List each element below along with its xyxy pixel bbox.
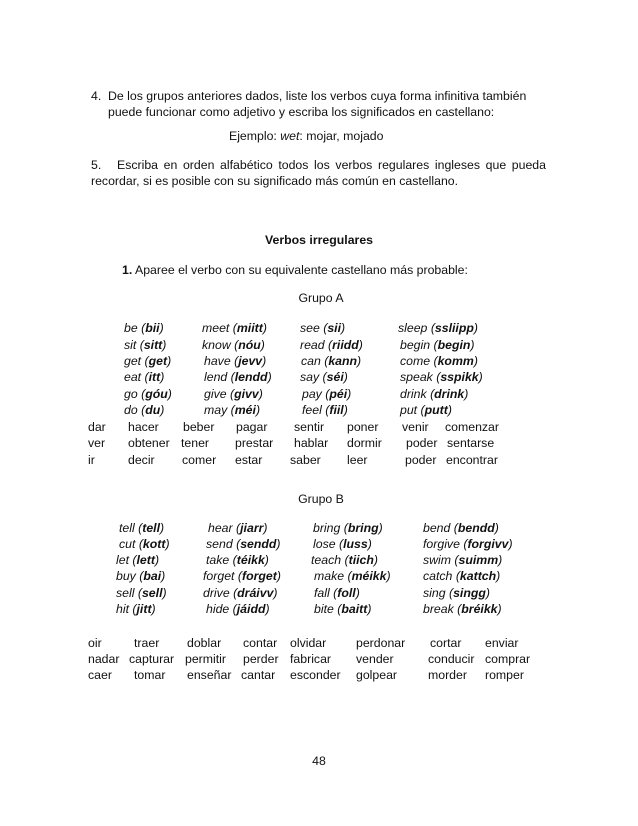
verb-entry: send (sendd): [206, 537, 281, 551]
verb-word: put: [400, 403, 418, 417]
verb-entry: see (sii): [300, 321, 346, 335]
verb-pronunciation: jevv: [238, 354, 263, 368]
spanish-word: decir: [128, 453, 155, 467]
verb-entry: can (kann): [301, 354, 362, 368]
verb-word: read: [300, 338, 325, 352]
verb-pronunciation: miitt: [236, 321, 263, 335]
verb-pronunciation: sii: [327, 321, 342, 335]
verb-word: hit: [116, 602, 129, 616]
verb-word: come: [400, 354, 431, 368]
verb-entry: do (du): [124, 403, 165, 417]
verb-pronunciation: ssliipp: [434, 321, 474, 335]
verb-word: be: [124, 321, 138, 335]
spanish-word: saber: [290, 453, 321, 467]
instruction-number: 1.: [122, 263, 133, 277]
verb-entry: lend (lendd): [204, 370, 272, 384]
verb-pronunciation: jitt: [136, 602, 152, 616]
instruction-text: Aparee el verbo con su equivalente castellano más probable:: [132, 263, 468, 277]
verb-pronunciation: sspikk: [440, 370, 479, 384]
verb-entry: go (góu): [124, 387, 172, 401]
verb-word: sleep: [398, 321, 428, 335]
verb-word: get: [124, 354, 142, 368]
spanish-word: oir: [88, 636, 102, 650]
verb-word: can: [301, 354, 321, 368]
spanish-word: cantar: [241, 668, 276, 682]
group-a-title: Grupo A: [298, 291, 344, 305]
spanish-word: poner: [347, 420, 379, 434]
verb-word: pay: [302, 387, 322, 401]
verb-pronunciation: kann: [328, 354, 358, 368]
verb-entry: take (téikk): [206, 553, 269, 567]
verb-word: sing: [423, 586, 446, 600]
verb-word: give: [204, 387, 227, 401]
spanish-word: fabricar: [290, 652, 332, 666]
verb-pronunciation: begin: [437, 338, 471, 352]
verb-word: take: [206, 553, 230, 567]
verb-pronunciation: bii: [145, 321, 160, 335]
verb-pronunciation: bendd: [457, 521, 495, 535]
verb-pronunciation: fiil: [329, 403, 344, 417]
verb-entry: teach (tiich): [311, 553, 378, 567]
example-line: [229, 128, 383, 144]
question-4: [91, 88, 526, 120]
verb-pronunciation: dráivv: [237, 586, 274, 600]
verb-entry: forgive (forgivv): [423, 537, 513, 551]
question-5-text: Escriba en orden alfabético todos los verbos regulares ingleses que pueda recordar, si es posible con su significado más común en castellano.: [91, 158, 546, 188]
verb-pronunciation: lendd: [234, 370, 268, 384]
spanish-word: hacer: [128, 420, 159, 434]
verb-entry: break (bréikk): [423, 602, 502, 616]
verb-entry: eat (itt): [124, 370, 165, 384]
verb-entry: sell (sell): [116, 586, 167, 600]
verb-entry: put (putt): [400, 403, 452, 417]
spanish-word: venir: [402, 420, 429, 434]
verb-entry: bite (baitt): [314, 602, 372, 616]
verb-pronunciation: du: [145, 403, 161, 417]
example-label: Ejemplo:: [229, 129, 281, 143]
verb-entry: feel (fiil): [302, 403, 348, 417]
verb-word: swim: [423, 553, 452, 567]
verb-pronunciation: sendd: [240, 537, 277, 551]
spanish-word: vender: [356, 652, 394, 666]
verb-pronunciation: drink: [434, 387, 465, 401]
verb-entry: buy (bai): [116, 569, 166, 583]
verb-entry: be (bii): [124, 321, 164, 335]
verb-word: feel: [302, 403, 322, 417]
spanish-word: cortar: [430, 636, 462, 650]
spanish-word: poder: [405, 453, 437, 467]
verb-word: say: [300, 370, 320, 384]
verb-pronunciation: téikk: [236, 553, 265, 567]
verb-word: know: [202, 338, 231, 352]
verb-entry: speak (sspikk): [400, 370, 483, 384]
verb-pronunciation: luss: [343, 537, 368, 551]
spanish-word: comenzar: [445, 420, 499, 434]
verb-entry: bring (bring): [313, 521, 383, 535]
verb-pronunciation: lett: [136, 553, 155, 567]
verb-entry: tell (tell): [119, 521, 165, 535]
spanish-word: hablar: [294, 436, 329, 450]
verb-word: break: [423, 602, 454, 616]
spanish-word: golpear: [356, 668, 398, 682]
spanish-word: sentarse: [447, 436, 495, 450]
question-4-text-1: De los grupos anteriores dados, liste los verbos cuya forma infinitiva también: [108, 89, 527, 103]
verb-word: meet: [202, 321, 230, 335]
example-word: wet: [280, 129, 300, 143]
verb-pronunciation: tell: [142, 521, 161, 535]
verb-entry: drive (dráivv): [203, 586, 278, 600]
verb-word: hide: [206, 602, 230, 616]
verb-pronunciation: suimm: [458, 553, 499, 567]
spanish-word: sentir: [294, 420, 325, 434]
spanish-word: comprar: [485, 652, 531, 666]
verb-pronunciation: jiarr: [240, 521, 264, 535]
section-title: Verbos irregulares: [265, 233, 373, 247]
spanish-word: tener: [181, 436, 210, 450]
verb-pronunciation: jáidd: [236, 602, 266, 616]
spanish-word: ver: [88, 436, 106, 450]
verb-pronunciation: get: [148, 354, 168, 368]
spanish-word: morder: [428, 668, 467, 682]
verb-word: hear: [208, 521, 233, 535]
verb-word: bite: [314, 602, 334, 616]
verb-pronunciation: sitt: [143, 338, 163, 352]
verb-entry: get (get): [124, 354, 172, 368]
verb-entry: sing (singg): [423, 586, 490, 600]
verb-word: begin: [400, 338, 431, 352]
verb-word: buy: [116, 569, 136, 583]
verb-entry: come (komm): [400, 354, 478, 368]
spanish-word: tomar: [134, 668, 166, 682]
verb-word: send: [206, 537, 233, 551]
verb-pronunciation: méi: [234, 403, 256, 417]
verb-entry: sit (sitt): [124, 338, 167, 352]
verb-entry: know (nóu): [202, 338, 265, 352]
verb-pronunciation: séi: [326, 370, 344, 384]
page-number: 48: [312, 754, 326, 768]
spanish-word: prestar: [235, 436, 274, 450]
verb-pronunciation: foll: [337, 586, 356, 600]
spanish-word: doblar: [187, 636, 222, 650]
verb-entry: have (jevv): [204, 354, 267, 368]
verb-pronunciation: péi: [329, 387, 348, 401]
verb-entry: forget (forget): [203, 569, 281, 583]
verb-word: fall: [314, 586, 330, 600]
spanish-word: pagar: [236, 420, 268, 434]
spanish-word: traer: [134, 636, 160, 650]
verb-word: sit: [124, 338, 137, 352]
verb-pronunciation: bréikk: [461, 602, 498, 616]
spanish-word: leer: [347, 453, 368, 467]
spanish-word: perdonar: [356, 636, 406, 650]
question-4-line-1: [91, 88, 526, 104]
verb-pronunciation: komm: [437, 354, 474, 368]
verb-entry: meet (miitt): [202, 321, 267, 335]
verb-pronunciation: kattch: [459, 569, 497, 583]
verb-pronunciation: itt: [148, 370, 161, 384]
spanish-word: comer: [182, 453, 217, 467]
verb-pronunciation: baitt: [341, 602, 368, 616]
verb-pronunciation: forget: [241, 569, 277, 583]
question-4-text-2: puede funcionar como adjetivo y escriba los significados en castellano:: [108, 105, 495, 119]
verb-pronunciation: singg: [453, 586, 486, 600]
verb-entry: give (givv): [204, 387, 263, 401]
spanish-word: obtener: [128, 436, 170, 450]
spanish-word: contar: [243, 636, 278, 650]
spanish-word: caer: [88, 668, 112, 682]
spanish-word: enviar: [485, 636, 519, 650]
spanish-word: conducir: [428, 652, 475, 666]
verb-word: go: [124, 387, 138, 401]
verb-entry: make (méikk): [314, 569, 391, 583]
verb-word: drive: [203, 586, 230, 600]
spanish-word: dormir: [347, 436, 382, 450]
verb-pronunciation: forgivv: [467, 537, 509, 551]
verb-entry: let (lett): [116, 553, 160, 567]
verb-word: bring: [313, 521, 341, 535]
verb-word: catch: [423, 569, 453, 583]
verb-pronunciation: bring: [347, 521, 379, 535]
verb-word: may: [204, 403, 228, 417]
verb-word: tell: [119, 521, 135, 535]
verb-pronunciation: riidd: [332, 338, 359, 352]
verb-entry: drink (drink): [400, 387, 469, 401]
verb-entry: lose (luss): [313, 537, 372, 551]
spanish-word: estar: [235, 453, 263, 467]
verb-word: lend: [204, 370, 228, 384]
verb-word: eat: [124, 370, 142, 384]
verb-word: cut: [119, 537, 136, 551]
spanish-word: beber: [183, 420, 215, 434]
verb-pronunciation: bai: [143, 569, 162, 583]
verb-word: teach: [311, 553, 342, 567]
verb-entry: begin (begin): [400, 338, 475, 352]
verb-entry: hear (jiarr): [208, 521, 268, 535]
verb-word: drink: [400, 387, 427, 401]
spanish-word: dar: [88, 420, 106, 434]
verb-pronunciation: givv: [234, 387, 259, 401]
verb-word: sell: [116, 586, 135, 600]
verb-entry: may (méi): [204, 403, 261, 417]
example-meaning: : mojar, mojado: [299, 129, 384, 143]
verb-word: lose: [313, 537, 336, 551]
question-5: [91, 157, 546, 189]
spanish-word: permitir: [185, 652, 226, 666]
spanish-word: enseñar: [187, 668, 232, 682]
spanish-word: capturar: [129, 652, 175, 666]
verb-pronunciation: putt: [424, 403, 448, 417]
verb-entry: hit (jitt): [116, 602, 156, 616]
verb-word: see: [300, 321, 320, 335]
spanish-word: ir: [88, 453, 95, 467]
verb-pronunciation: méikk: [351, 569, 387, 583]
spanish-word: esconder: [290, 668, 341, 682]
spanish-word: olvidar: [290, 636, 327, 650]
spanish-word: perder: [243, 652, 279, 666]
spanish-word: nadar: [88, 652, 120, 666]
verb-pronunciation: kott: [142, 537, 166, 551]
verb-word: forgive: [423, 537, 460, 551]
verb-entry: pay (péi): [302, 387, 352, 401]
verb-word: bend: [423, 521, 451, 535]
verb-pronunciation: sell: [141, 586, 163, 600]
instruction: [122, 262, 468, 278]
spanish-word: poder: [406, 436, 438, 450]
verb-word: make: [314, 569, 345, 583]
verb-word: let: [116, 553, 129, 567]
verb-word: speak: [400, 370, 433, 384]
verb-word: do: [124, 403, 138, 417]
verb-entry: cut (kott): [119, 537, 170, 551]
spanish-word: romper: [485, 668, 524, 682]
verb-entry: bend (bendd): [423, 521, 499, 535]
verb-entry: catch (kattch): [423, 569, 501, 583]
spanish-word: encontrar: [446, 453, 498, 467]
verb-entry: hide (jáidd): [206, 602, 270, 616]
verb-entry: fall (foll): [314, 586, 360, 600]
group-b-title: Grupo B: [298, 492, 344, 506]
verb-word: forget: [203, 569, 235, 583]
question-5-number: 5.: [91, 158, 102, 172]
question-4-number: 4.: [91, 89, 102, 103]
verb-entry: read (riidd): [300, 338, 363, 352]
verb-word: have: [204, 354, 231, 368]
verb-pronunciation: góu: [145, 387, 168, 401]
verb-entry: say (séi): [300, 370, 348, 384]
verb-pronunciation: tiich: [348, 553, 374, 567]
verb-pronunciation: nóu: [238, 338, 261, 352]
verb-entry: sleep (ssliipp): [398, 321, 478, 335]
verb-entry: swim (suimm): [423, 553, 503, 567]
